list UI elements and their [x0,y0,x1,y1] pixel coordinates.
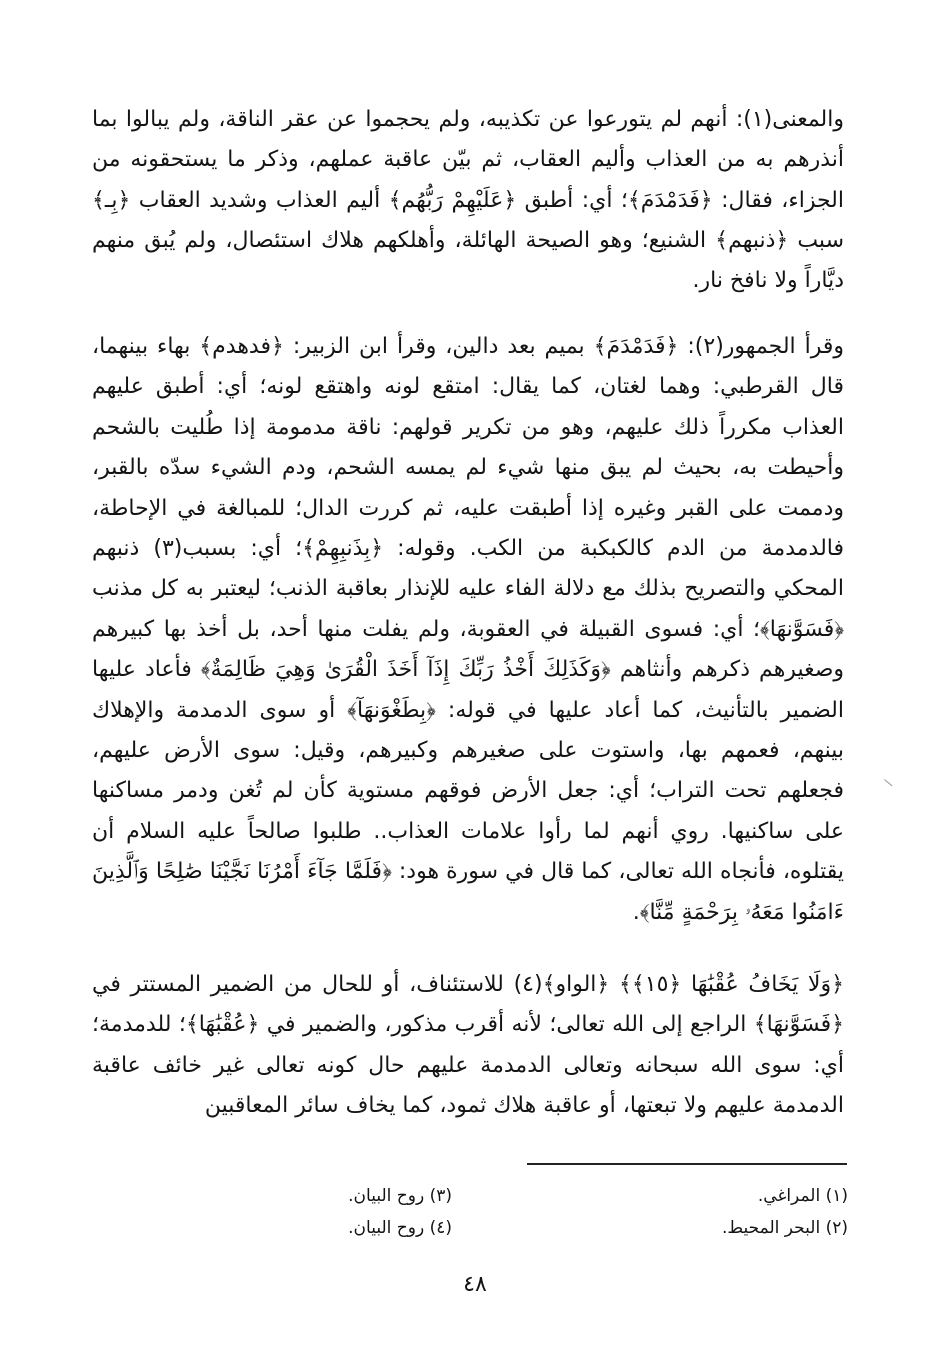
paragraph-3-text: ﴿وَلَا يَخَافُ عُقْبَٰهَا ﴿١٥﴾﴾ ﴿الواو﴾(٤) للاستئناف، أو للحال من الضمير المستتر في ﴿فَسَوَّنهَا﴾ الراجع إلى الله تعالى؛ لأنه أقرب مذكور، والضمير في ﴿عُقْبَٰهَا﴾؛ للدمدمة؛ أي: سوى الله سبحانه وتعالى الدمدمة عليهم حال كونه تعالى غير خائف عاقبة الدمدمة عليهم ولا تبعتها، أو عاقبة هلاك ثمود، كما يخاف سائر المعاقبين [92,972,844,1118]
footnote-3: (٣) روح البيان. [348,1186,452,1206]
scan-mark [878,779,893,794]
page-number: ٤٨ [463,1272,487,1297]
footnote-4: (٤) روح البيان. [348,1218,452,1238]
body-paragraph-2 [92,327,844,933]
body-paragraph-1 [92,100,844,301]
footnote-separator [527,1163,847,1165]
footnote-1: (١) المراغي. [757,1186,848,1206]
paragraph-2-text: وقرأ الجمهور(٢): ﴿فَدَمْدَمَ﴾ بميم بعد دالين، وقرأ ابن الزبير: ﴿فدهدم﴾ بهاء بينهما، قال القرطبي: وهما لغتان، كما يقال: امتقع لونه واهتقع لونه؛ أي: أطبق عليهم العذاب مكرراً ذلك عليهم، وهو من تكرير قولهم: ناقة مدمومة إذا طُليت بالشحم وأحيطت به، بحيث لم يبق منها شيء لم يمسه الشحم، ودم الشيء سدّه بالقبر، ودممت على القبر وغيره إذا أطبقت عليه، ثم كررت الدال؛ للمبالغة في الإحاطة، فالدمدمة من الدم كالكبكبة من الكب. وقوله: ﴿بِذَنبِهِمْ﴾؛ أي: بسبب(٣) ذنبهم المحكي والتصريح بذلك مع دلالة الفاء عليه للإنذار بعاقبة الذنب؛ ليعتبر به كل مذنب ﴿فَسَوَّنهَا﴾؛ أي: فسوى القبيلة في العقوبة، ولم يفلت منها أحد، بل أخذ بها كبيرهم وصغيرهم ذكرهم وأنثاهم ﴿وَكَذَلِكَ أَخْذُ رَبِّكَ إِذَآ أَخَذَ الْقُرَىٰ وَهِيَ ظَالِمَةٌ﴾ فأعاد عليها الضمير بالتأنيث، كما أعاد عليها في قوله: ﴿بِطَغْوَنهَآ﴾ أو سوى الدمدمة والإهلاك بينهم، فعمهم بها، واستوت على صغيرهم وكبيرهم، وقيل: سوى الأرض عليهم، فجعلهم تحت التراب؛ أي: جعل الأرض فوقهم مستوية كأن لم تُغن ودمر مساكنها على ساكنيها. روي أنهم لما رأوا علامات العذاب.. طلبوا صالحاً عليه السلام أن يقتلوه، فأنجاه الله تعالى، كما قال في سورة هود: ﴿فَلَمَّا جَآءَ أَمْرُنَا نَجَّيْنَا صَٰلِحًا وَٱلَّذِينَ ءَامَنُوا مَعَهُۥ بِرَحْمَةٍ مِّنَّا﴾. [92,334,844,925]
body-paragraph-3 [92,965,844,1126]
footnote-2: (٢) البحر المحيط. [722,1218,848,1238]
paragraph-1-text: والمعنى(١): أنهم لم يتورعوا عن تكذيبه، ولم يحجموا عن عقر الناقة، ولم يبالوا بما أنذرهم به من العذاب وأليم العقاب، ثم بيّن عاقبة عملهم، وذكر ما يستحقونه من الجزاء، فقال: ﴿فَدَمْدَمَ﴾؛ أي: أطبق ﴿عَلَيْهِمْ رَبُّهُم﴾ أليم العذاب وشديد العقاب ﴿بِـ﴾ سبب ﴿ذنبهم﴾ الشنيع؛ وهو الصيحة الهائلة، وأهلكهم هلاك استئصال، ولم يُبق منهم ديَّاراً ولا نافخ نار. [92,107,844,294]
